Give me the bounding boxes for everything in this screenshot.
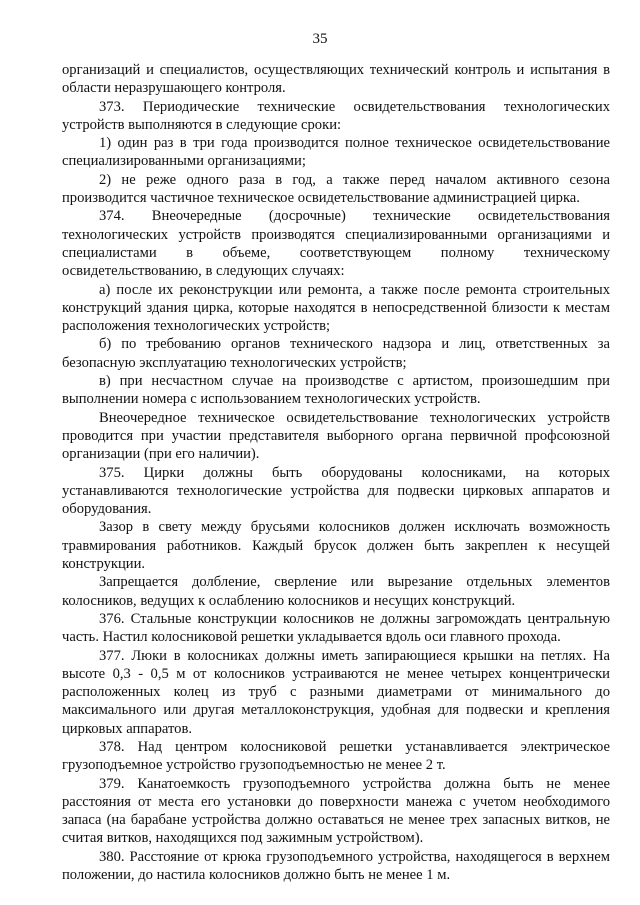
paragraph-380: 380. Расстояние от крюка грузоподъемного устройства, находящегося в верхнем положении, до настила колосников должно быть не менее 1 м. [62,848,610,884]
paragraph-376: 376. Стальные конструкции колосников не должны загромождать центральную часть. Настил колосниковой решетки укладывается вдоль оси главного прохода. [62,610,610,646]
paragraph-373-item-1: 1) один раз в три года производится полное техническое освидетельствование специализированными организациями; [62,135,610,170]
page-number: 35 [312,31,328,47]
paragraph-374-item-a: а) после их реконструкции или ремонта, а также после ремонта строительных конструкций здания цирка, которые находятся в непосредственной близости к местам расположения технологических устройств; [62,281,610,335]
paragraph-378: 378. Над центром колосниковой решетки устанавливается электрическое грузоподъемное устройство грузоподъемностью не менее 2 т. [62,738,610,774]
paragraph-374: 374. Внеочередные (досрочные) технические освидетельствования технологических устройств производятся специализированными организациями и специалистами в объеме, соответствующем полному техническому освидетельствованию, в следующих случаях: [62,208,610,280]
paragraph-375-gap: Зазор в свету между брусьями колосников должен исключать возможность травмирования работников. Каждый брусок должен быть закреплен к несущей конструкции. [62,519,610,573]
paragraph-373-item-2: 2) не реже одного раза в год, а также перед началом активного сезона производится частичное техническое освидетельствование администрацией цирка. [62,171,610,207]
paragraph-374-item-c: в) при несчастном случае на производстве с артистом, произошедшим при выполнении номера с использованием технологических устройств. [62,373,610,408]
paragraph-375-prohibition: Запрещается долбление, сверление или вырезание отдельных элементов колосников, ведущих к ослаблению колосников и несущих конструкций. [62,574,610,609]
paragraph-continuation: организаций и специалистов, осуществляющих технический контроль и испытания в области неразрушающего контроля. [62,62,610,97]
paragraph-374-note: Внеочередное техническое освидетельствование технологических устройств проводится при участии представителя выборного органа первичной профсоюзной организации (при его наличии). [62,409,610,463]
paragraph-375: 375. Цирки должны быть оборудованы колосниками, на которых устанавливаются технологические устройства для подвески цирковых аппаратов и оборудования. [62,464,610,518]
paragraph-374-item-b: б) по требованию органов технического надзора и лиц, ответственных за безопасную эксплуатацию технологических устройств; [62,336,610,371]
paragraph-373: 373. Периодические технические освидетельствования технологических устройств выполняются в следующие сроки: [62,98,610,133]
document-body [62,61,610,884]
paragraph-377: 377. Люки в колосниках должны иметь запирающиеся крышки на петлях. На высоте 0,3 - 0,5 м от колосников устраиваются не менее четырех концентрически расположенных колец из труб с разными диаметрами от минимального до максимального или другая металлоконструкция, удобная для подвески и крепления цирковых аппаратов. [62,647,610,737]
paragraph-379: 379. Канатоемкость грузоподъемного устройства должна быть не менее расстояния от места его установки до поверхности манежа с учетом необходимого запаса (на барабане устройства должно оставаться не менее трех запасных витков, не считая витков, находящихся под зажимным устройством). [62,775,610,847]
